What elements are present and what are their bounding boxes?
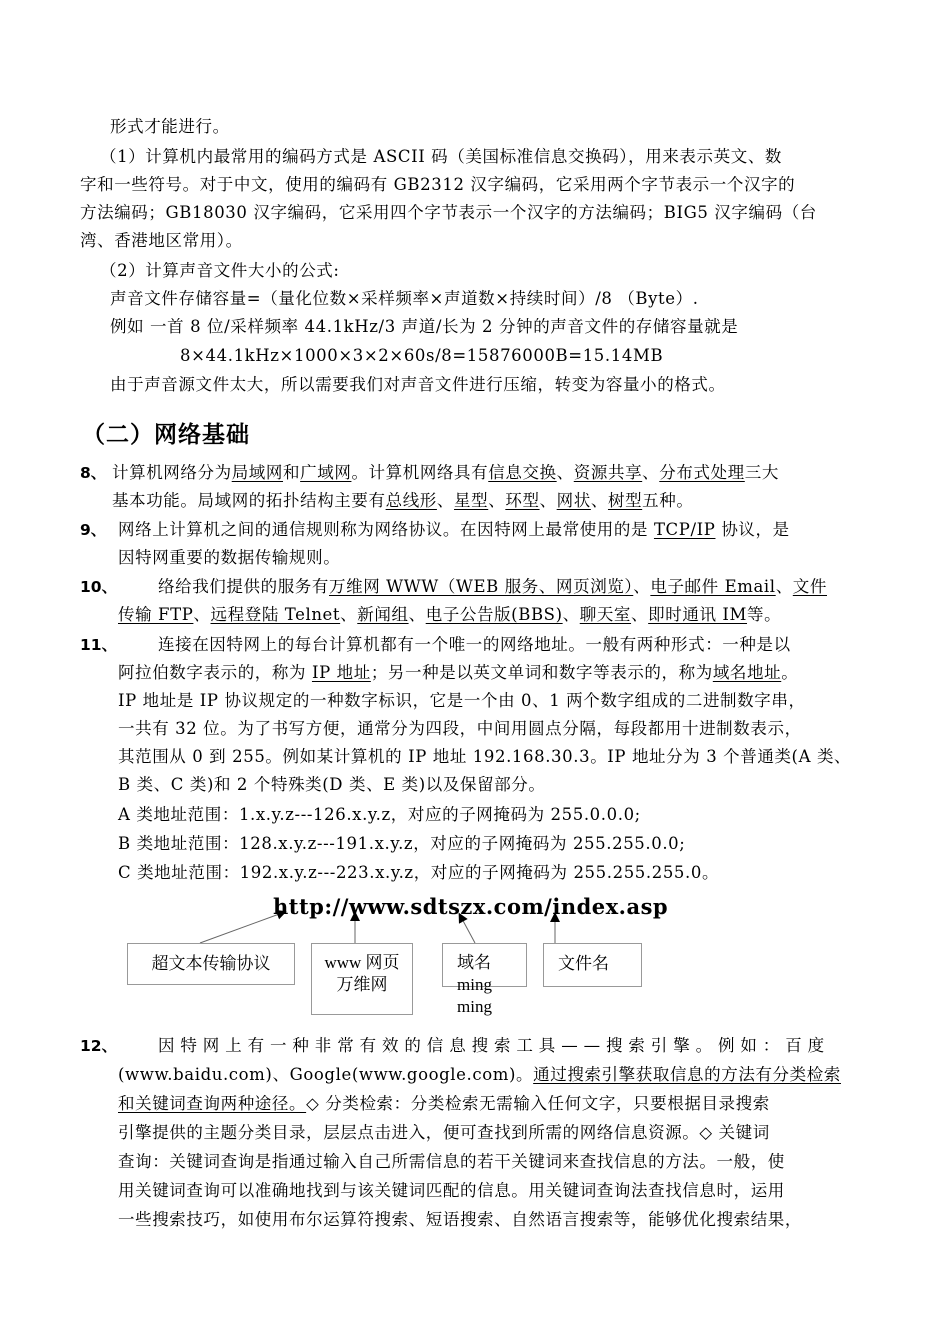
box-label: 万维网 [336,975,388,994]
text: 网络上计算机之间的通信规则称为网络协议。在因特网上最常使用的是 [118,520,654,539]
text: 、 [775,577,793,596]
term: 域名地址 [712,663,782,682]
term: 新闻组 [357,605,409,624]
item-number: 11、 [80,636,118,654]
text: 、 [633,577,651,596]
item-12-line: 用关键词查询可以准确地找到与该关键词匹配的信息。用关键词查询法查找信息时，运用 [118,1181,785,1200]
url-diagram-text: http://www.sdtszx.com/index.asp [273,894,669,919]
term: 文件 [792,577,827,596]
protocol-label-box [127,943,295,985]
item-9-line-2: 因特网重要的数据传输规则。 [118,548,341,567]
item-number: 10、 [80,578,118,596]
term: 电子公告版(BBS) [425,605,563,624]
term: 传输 FTP [118,605,194,624]
text-line: 由于声音源文件太大，所以需要我们对声音文件进行压缩，转变为容量小的格式。 [110,375,726,394]
text: 和 [283,463,301,482]
text: 五种。 [642,491,694,510]
box-label: www 网页 [324,953,400,972]
term: 分布式处理 [659,463,745,482]
text: 。 [781,663,799,682]
item-number: 9、 [80,521,107,539]
item-11-line: B 类、C 类)和 2 个特殊类(D 类、E 类)以及保留部分。 [118,775,546,794]
term: 网状 [556,491,591,510]
text: 等。 [747,605,782,624]
term: 电子邮件 Email [650,577,776,596]
item-12-line-2 [118,1063,841,1087]
text: 、 [488,491,506,510]
text: 、 [408,605,426,624]
text: 、 [631,605,649,624]
item-12-line: 查询：关键词查询是指通过输入自己所需信息的若干关键词来查找信息的方法。一般，使 [118,1152,785,1171]
term: 环型 [505,491,540,510]
text: 阿拉伯数字表示的，称为 [118,663,312,682]
item-number: 8、 [80,464,107,482]
box-label: ming [457,997,492,1016]
term: 局域网 [231,463,284,482]
text-line: 字和一些符号。对于中文，使用的编码有 GB2312 汉字编码，它采用两个字节表示一个汉字的 [80,175,796,194]
term: 通过搜索引擎获取信息的方法有分类检索 [533,1065,841,1084]
text-line: 形式才能进行。 [110,117,230,136]
text-line: （1）计算机内最常用的编码方式是 ASCII 码（美国标准信息交换码），用来表示英文、数 [100,147,783,166]
www-label-box [311,943,413,1015]
text: 三大 [744,463,779,482]
term: TCP/IP [653,520,716,539]
text-line: 例如 一首 8 位/采样频率 44.1kHz/3 声道/长为 2 分钟的声音文件的存储容量就是 [110,317,739,336]
box-label: 文件名 [558,954,609,973]
address-class-b: B 类地址范围：128.x.y.z---191.x.y.z，对应的子网掩码为 255.255.0.0; [118,834,686,853]
item-12-line: 一些搜索技巧，如使用布尔运算符搜索、短语搜索、自然语言搜索等，能够优化搜索结果， [118,1210,802,1229]
text: 、 [556,463,574,482]
filename-label-box [543,943,642,987]
text: 、 [642,463,660,482]
box-label: ming [457,975,492,994]
text: ；另一种是以英文单词和数字等表示的，称为 [370,663,713,682]
item-number: 12、 [80,1037,118,1055]
text: 、 [539,491,557,510]
term: 万维网 WWW（WEB 服务、网页浏览） [329,577,634,596]
text-line: （2）计算声音文件大小的公式: [100,261,340,280]
address-class-c: C 类地址范围：192.x.y.z---223.x.y.z，对应的子网掩码为 255.255.255.0。 [118,863,720,882]
term: 远程登陆 Telnet [210,605,341,624]
text: 、 [340,605,358,624]
formula-line: 声音文件存储容量=（量化位数×采样频率×声道数×持续时间）/8 （Byte）. [110,289,699,308]
item-12-line-3 [118,1092,770,1116]
text: 、 [193,605,211,624]
text: 络给我们提供的服务有 [158,577,329,596]
term: 资源共享 [573,463,643,482]
text: 基本功能。局域网的拓扑结构主要有 [112,491,386,510]
text: 协议，是 [715,520,790,539]
item-11-line: IP 地址是 IP 协议规定的一种数字标识，它是一个由 0、1 两个数字组成的二进制数字串， [118,691,806,710]
term: 树型 [607,491,643,510]
term: 即时通讯 IM [648,605,748,624]
arrow [200,913,282,943]
text: 、 [590,491,608,510]
box-label: 超文本传输协议 [151,954,271,973]
box-label: 域名 [457,953,491,972]
text: ◇ 分类检索：分类检索无需输入任何文字，只要根据目录搜索 [306,1094,770,1113]
section-heading: （二）网络基础 [82,422,250,448]
term: 聊天室 [579,605,632,624]
item-11-line: 一共有 32 位。为了书写方便，通常分为四段，中间用圆点分隔，每段都用十进制数表示， [118,719,802,738]
item-12-line: 引擎提供的主题分类目录，层层点击进入，便可查找到所需的网络信息资源。◇ 关键词 [118,1123,770,1142]
term: 和关键词查询两种途径。 [118,1094,307,1113]
text: (www.baidu.com)、Google(www.google.com)。 [118,1065,534,1084]
formula-line: 8×44.1kHz×1000×3×2×60s/8=15876000B=15.14MB [180,346,664,365]
text: 、 [562,605,580,624]
item-11-line: 其范围从 0 到 255。例如某计算机的 IP 地址 192.168.30.3。IP 地址分为 3 个普通类(A 类、 [118,747,852,766]
address-class-a: A 类地址范围：1.x.y.z---126.x.y.z，对应的子网掩码为 255.0.0.0; [118,805,641,824]
term: 广域网 [300,463,352,482]
text: 计算机网络分为 [112,463,232,482]
text: 。计算机网络具有 [351,463,489,482]
arrow [461,917,475,943]
item-11-line-1: 连接在因特网上的每台计算机都有一个唯一的网络地址。一般有两种形式：一种是以 [158,635,791,654]
item-12-line-1: 因特网上有一种非常有效的信息搜索工具——搜索引擎。例如：百度 [158,1036,830,1055]
domain-label-box [442,943,527,1016]
term: 星型 [454,491,489,510]
term: IP 地址 [311,663,371,682]
term: 总线形 [385,491,437,510]
text-line: 湾、香港地区常用）。 [80,231,243,250]
text-line: 方法编码；GB18030 汉字编码，它采用四个字节表示一个汉字的方法编码；BIG5 汉字编码（台 [80,203,817,222]
text: 、 [436,491,455,510]
term: 信息交换 [488,463,557,482]
